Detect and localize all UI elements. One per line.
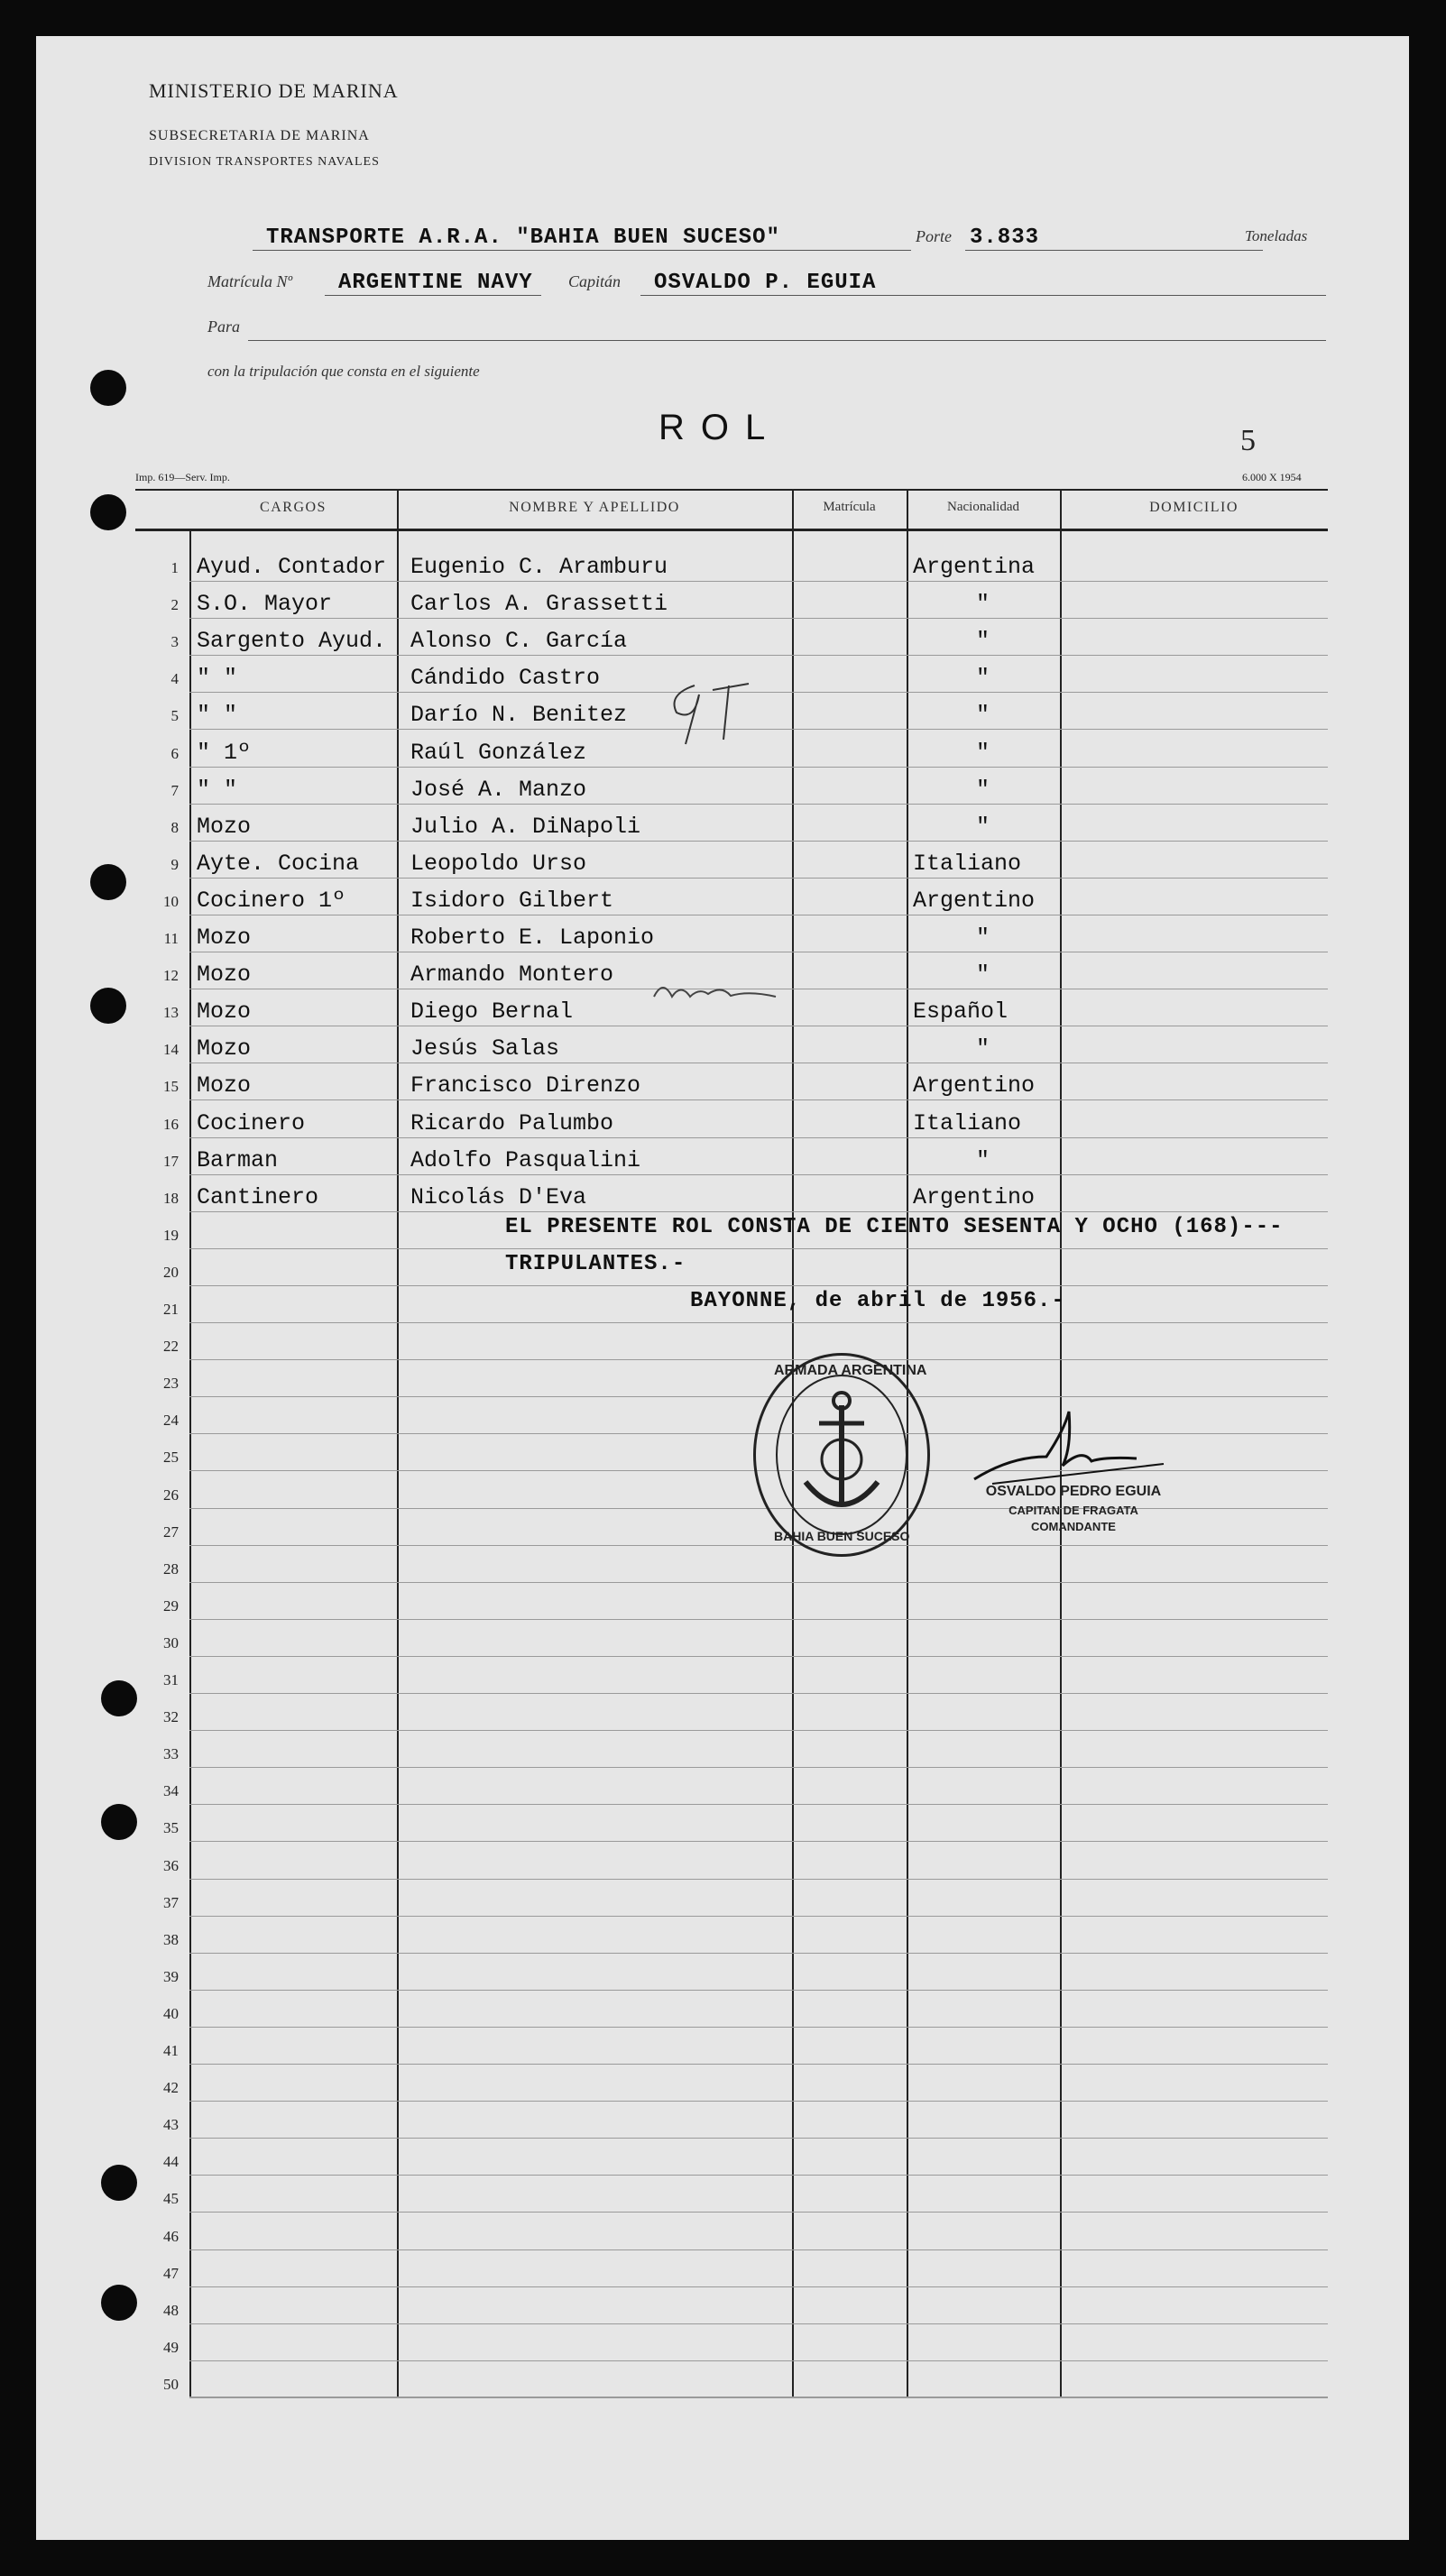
row-rule (189, 1879, 1328, 1880)
cell-nacionalidad: " (976, 961, 990, 988)
row-number: 31 (163, 1671, 179, 1688)
row-rule (189, 2286, 1328, 2287)
matricula-underline (325, 295, 541, 296)
cell-cargo: Cocinero 1º (197, 888, 346, 914)
col-divider-cargos (397, 489, 399, 2397)
row-number: 47 (163, 2265, 179, 2282)
cell-nacionalidad: Argentino (913, 1072, 1036, 1099)
porte-label: Porte (916, 227, 952, 245)
row-number: 28 (163, 1560, 179, 1578)
row-number: 49 (163, 2339, 179, 2356)
cell-nacionalidad: " (976, 628, 990, 654)
row-rule (189, 1990, 1328, 1991)
cell-nacionalidad: Italiano (913, 1110, 1022, 1136)
row-rule (189, 1730, 1328, 1731)
row-number: 32 (163, 1708, 179, 1725)
signature-role: COMANDANTE (1031, 1520, 1116, 1533)
row-number: 1 (170, 559, 179, 576)
cell-cargo: Mozo (197, 961, 252, 988)
row-number: 20 (163, 1264, 179, 1281)
col-header-nombre: NOMBRE Y APELLIDO (509, 500, 680, 515)
row-rule (189, 581, 1328, 582)
row-rule (189, 1656, 1328, 1657)
cell-nacionalidad: " (976, 591, 990, 617)
seal-bottom-text: BAHIA BUEN SUCESO (774, 1529, 910, 1543)
cell-cargo: " " (197, 777, 238, 803)
row-rule (189, 2027, 1328, 2028)
page-number: 5 (1240, 424, 1256, 457)
imprint-left: Imp. 619—Serv. Imp. (135, 471, 230, 483)
tripulacion-text: con la tripulación que consta en el siguiente (207, 363, 480, 380)
row-rule (189, 1211, 1328, 1212)
cell-nombre: Jesús Salas (410, 1035, 560, 1062)
cell-nacionalidad: Argentino (913, 1184, 1036, 1210)
cell-nombre: José A. Manzo (410, 777, 587, 803)
row-number: 26 (163, 1486, 179, 1504)
row-rule (189, 1248, 1328, 1249)
row-number: 4 (170, 670, 179, 687)
handwritten-mark (659, 667, 767, 749)
punch-hole (101, 1804, 137, 1840)
punch-hole (90, 494, 126, 530)
row-rule (189, 2064, 1328, 2065)
cell-cargo: Cocinero (197, 1110, 306, 1136)
toneladas-label: Toneladas (1245, 227, 1308, 244)
cell-nombre: Carlos A. Grassetti (410, 591, 668, 617)
row-number: 16 (163, 1116, 179, 1133)
row-number: 34 (163, 1782, 179, 1799)
capitan-underline (640, 295, 1326, 296)
row-number: 11 (163, 930, 179, 947)
porte-value: 3.833 (970, 225, 1040, 250)
cell-nombre: Leopoldo Urso (410, 851, 587, 877)
table-top-rule (135, 489, 1328, 491)
cell-cargo: " 1º (197, 740, 252, 766)
cell-cargo: Cantinero (197, 1184, 319, 1210)
row-rule (189, 1619, 1328, 1620)
row-rule (189, 841, 1328, 842)
imprint-right: 6.000 X 1954 (1242, 471, 1302, 483)
cell-nombre: Nicolás D'Eva (410, 1184, 587, 1210)
cell-nombre: Raúl González (410, 740, 587, 766)
cell-nombre: Adolfo Pasqualini (410, 1147, 641, 1173)
cell-nombre: Armando Montero (410, 961, 614, 988)
punch-hole (101, 2285, 137, 2321)
cell-cargo: Mozo (197, 925, 252, 951)
rol-title: ROL (659, 408, 782, 447)
signature-name: OSVALDO PEDRO EGUIA (985, 1484, 1162, 1499)
cell-cargo: Ayud. Contador (197, 554, 387, 580)
cell-nacionalidad: " (976, 665, 990, 691)
para-underline (248, 340, 1326, 341)
cell-cargo: " " (197, 702, 238, 728)
row-number: 17 (163, 1153, 179, 1170)
row-number: 10 (163, 893, 179, 910)
col-header-domicilio: DOMICILIO (1149, 500, 1239, 515)
row-number: 5 (170, 707, 179, 724)
cell-nombre: Ricardo Palumbo (410, 1110, 614, 1136)
row-rule (189, 1174, 1328, 1175)
row-number: 23 (163, 1375, 179, 1392)
cell-nombre: Isidoro Gilbert (410, 888, 614, 914)
row-number: 45 (163, 2190, 179, 2207)
cell-cargo: " " (197, 665, 238, 691)
row-rule (189, 804, 1328, 805)
cell-nacionalidad: Argentino (913, 888, 1036, 914)
col-header-matricula: Matrícula (823, 500, 876, 514)
cell-nacionalidad: " (976, 1147, 990, 1173)
cell-nombre: Roberto E. Laponio (410, 925, 655, 951)
cell-nacionalidad: " (976, 740, 990, 766)
row-number: 22 (163, 1338, 179, 1355)
cell-nombre: Julio A. DiNapoli (410, 814, 641, 840)
transporte-value: TRANSPORTE A.R.A. "BAHIA BUEN SUCESO" (266, 225, 780, 250)
row-rule (189, 1582, 1328, 1583)
row-rule (189, 2138, 1328, 2139)
col-header-nacionalidad: Nacionalidad (947, 500, 1019, 514)
cell-nacionalidad: Italiano (913, 851, 1022, 877)
row-rule (189, 655, 1328, 656)
para-label: Para (207, 317, 240, 336)
official-seal (753, 1353, 930, 1557)
row-number: 39 (163, 1968, 179, 1985)
closing-line-2: TRIPULANTES.- (505, 1252, 686, 1276)
cell-cargo: Ayte. Cocina (197, 851, 360, 877)
row-rule (189, 2249, 1328, 2250)
row-rule (189, 1916, 1328, 1917)
row-rule (189, 1322, 1328, 1323)
cell-cargo: Mozo (197, 814, 252, 840)
row-rule (189, 1804, 1328, 1805)
row-rule (189, 2397, 1328, 2398)
cell-nacionalidad: Español (913, 998, 1009, 1025)
row-number: 12 (163, 967, 179, 984)
row-number: 18 (163, 1190, 179, 1207)
cell-cargo: Mozo (197, 1072, 252, 1099)
punch-hole (101, 2165, 137, 2201)
row-number: 36 (163, 1857, 179, 1874)
row-number: 9 (170, 856, 179, 873)
row-rule (189, 1693, 1328, 1694)
row-rule (189, 2212, 1328, 2213)
row-number: 13 (163, 1004, 179, 1021)
row-number: 19 (163, 1227, 179, 1244)
row-number: 3 (170, 633, 179, 650)
cell-cargo: Mozo (197, 1035, 252, 1062)
row-number: 41 (163, 2042, 179, 2059)
row-number: 14 (163, 1041, 179, 1058)
cell-nombre: Francisco Direnzo (410, 1072, 641, 1099)
row-number: 27 (163, 1523, 179, 1541)
matricula-label: Matrícula Nº (207, 272, 293, 290)
cell-cargo: Mozo (197, 998, 252, 1025)
row-rule (189, 1841, 1328, 1842)
punch-hole (90, 864, 126, 900)
row-number: 42 (163, 2079, 179, 2096)
seal-top-text: ARMADA ARGENTINA (774, 1363, 927, 1378)
cell-nacionalidad: " (976, 1035, 990, 1062)
row-rule (189, 878, 1328, 879)
cell-cargo: Sargento Ayud. (197, 628, 387, 654)
punch-hole (90, 988, 126, 1024)
table-header-rule (135, 529, 1328, 531)
row-rule (189, 1285, 1328, 1286)
porte-underline (965, 250, 1263, 251)
closing-line-3: BAYONNE, de abril de 1956.- (690, 1289, 1065, 1313)
cell-nombre: Alonso C. García (410, 628, 628, 654)
cell-nacionalidad: Argentina (913, 554, 1036, 580)
row-number: 33 (163, 1745, 179, 1762)
closing-line-1: EL PRESENTE ROL CONSTA DE CIENTO SESENTA Y OCHO (168)--- (505, 1215, 1284, 1239)
row-rule (189, 2175, 1328, 2176)
row-rule (189, 618, 1328, 619)
punch-hole (90, 370, 126, 406)
row-rule (189, 1099, 1328, 1100)
row-number: 6 (170, 745, 179, 762)
row-rule (189, 2360, 1328, 2361)
seal-graphic (756, 1356, 927, 1554)
capitan-value: OSVALDO P. EGUIA (654, 271, 877, 295)
row-number: 2 (170, 596, 179, 613)
row-number: 24 (163, 1412, 179, 1429)
row-number: 35 (163, 1819, 179, 1836)
cell-cargo: S.O. Mayor (197, 591, 333, 617)
row-rule (189, 2101, 1328, 2102)
cell-nacionalidad: " (976, 777, 990, 803)
row-number: 40 (163, 2005, 179, 2022)
row-number: 43 (163, 2116, 179, 2133)
subsecretaria-header: SUBSECRETARIA DE MARINA (149, 128, 370, 143)
col-divider-num (189, 531, 191, 2397)
document-sheet (36, 36, 1409, 2540)
row-rule (189, 1953, 1328, 1954)
cell-nacionalidad: " (976, 814, 990, 840)
capitan-label: Capitán (568, 272, 622, 290)
cell-nombre: Darío N. Benitez (410, 702, 628, 728)
row-rule (189, 2323, 1328, 2324)
row-rule (189, 1137, 1328, 1138)
row-rule (189, 767, 1328, 768)
cell-nombre: Diego Bernal (410, 998, 574, 1025)
col-header-cargos: CARGOS (260, 500, 327, 515)
row-number: 8 (170, 819, 179, 836)
row-number: 15 (163, 1078, 179, 1095)
row-number: 21 (163, 1301, 179, 1318)
row-number: 48 (163, 2302, 179, 2319)
row-number: 50 (163, 2376, 179, 2393)
cell-cargo: Barman (197, 1147, 279, 1173)
cell-nacionalidad: " (976, 702, 990, 728)
cell-nombre: Cándido Castro (410, 665, 601, 691)
transporte-underline (253, 250, 911, 251)
row-number: 44 (163, 2153, 179, 2170)
row-number: 38 (163, 1931, 179, 1948)
row-number: 30 (163, 1634, 179, 1651)
row-number: 46 (163, 2228, 179, 2245)
row-number: 25 (163, 1449, 179, 1466)
row-number: 29 (163, 1597, 179, 1615)
signature-rank: CAPITAN DE FRAGATA (1009, 1504, 1138, 1517)
row-number: 7 (170, 782, 179, 799)
handwritten-annotation (649, 974, 785, 1010)
division-header: DIVISION TRANSPORTES NAVALES (149, 155, 380, 169)
ministry-header: MINISTERIO DE MARINA (149, 79, 399, 102)
row-number: 37 (163, 1894, 179, 1911)
punch-hole (101, 1680, 137, 1716)
cell-nombre: Eugenio C. Aramburu (410, 554, 668, 580)
cell-nacionalidad: " (976, 925, 990, 951)
matricula-value: ARGENTINE NAVY (338, 271, 533, 295)
row-rule (189, 1767, 1328, 1768)
